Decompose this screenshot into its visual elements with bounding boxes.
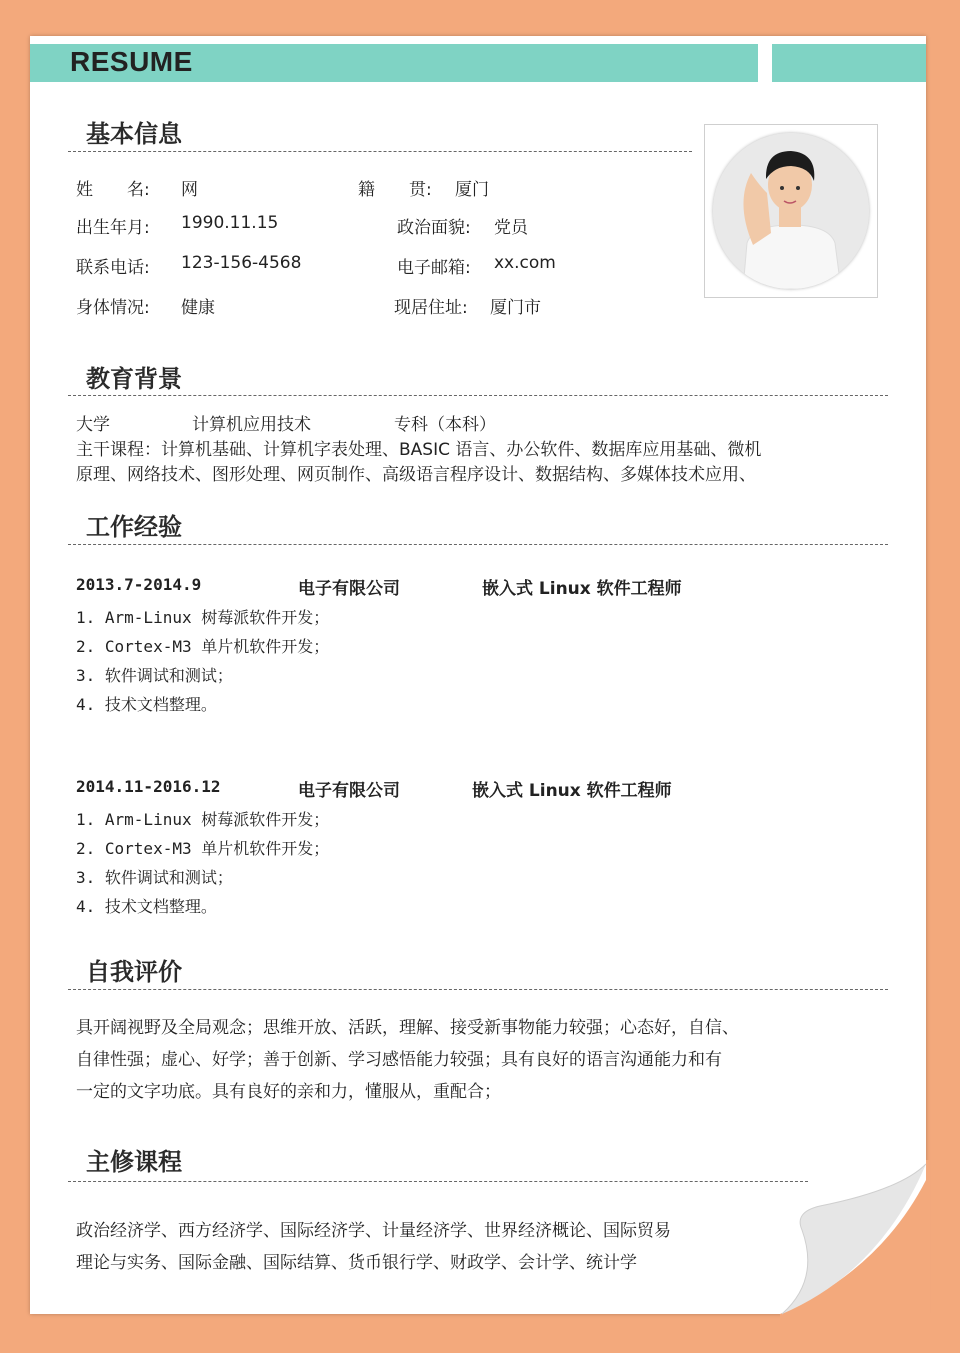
divider	[68, 151, 692, 152]
education-heading: 教育背景	[86, 365, 182, 393]
email-value: xx.com	[494, 253, 556, 273]
work-heading: 工作经验	[86, 513, 182, 541]
major-name: 计算机应用技术	[192, 415, 311, 435]
job-duty: 3. 软件调试和测试；	[76, 868, 233, 887]
origin-label: 籍 贯:	[358, 180, 432, 200]
profile-photo	[713, 133, 869, 289]
phone-value: 123-156-4568	[181, 253, 302, 273]
email-label: 电子邮箱:	[397, 258, 471, 278]
job-duty: 2. Cortex-M3 单片机软件开发；	[76, 637, 330, 656]
job-period: 2014.11-2016.12	[76, 777, 221, 796]
job-period: 2013.7-2014.9	[76, 575, 202, 594]
health-value: 健康	[181, 298, 215, 318]
job-duty: 4. 技术文档整理。	[76, 695, 217, 714]
self-eval-line: 一定的文字功底。具有良好的亲和力，懂服从，重配合；	[76, 1082, 501, 1102]
origin-value: 厦门	[455, 180, 489, 200]
courses-line: 原理、网络技术、图形处理、网页制作、高级语言程序设计、数据结构、多媒体技术应用、	[76, 465, 756, 485]
job-duty: 2. Cortex-M3 单片机软件开发；	[76, 839, 330, 858]
job-duty: 1. Arm-Linux 树莓派软件开发；	[76, 810, 330, 829]
address-label: 现居住址:	[394, 298, 468, 318]
basic-info-heading: 基本信息	[86, 120, 182, 148]
courses-heading: 主修课程	[86, 1148, 182, 1176]
page-curl-icon	[780, 1160, 930, 1320]
school-name: 大学	[76, 415, 110, 435]
job-role: 嵌入式 Linux 软件工程师	[482, 579, 682, 599]
self-eval-heading: 自我评价	[86, 958, 182, 986]
birth-label: 出生年月:	[76, 218, 150, 238]
divider	[68, 544, 888, 545]
address-value: 厦门市	[490, 298, 541, 318]
job-company: 电子有限公司	[298, 579, 400, 599]
job-duty: 1. Arm-Linux 树莓派软件开发；	[76, 608, 330, 627]
birth-value: 1990.11.15	[181, 213, 279, 233]
self-eval-line: 具开阔视野及全局观念；思维开放、活跃，理解、接受新事物能力较强；心态好，自信、	[76, 1018, 739, 1038]
job-company: 电子有限公司	[298, 781, 400, 801]
politics-label: 政治面貌:	[397, 218, 471, 238]
resume-page	[30, 36, 926, 1314]
health-label: 身体情况:	[76, 298, 150, 318]
job-role: 嵌入式 Linux 软件工程师	[472, 781, 672, 801]
name-label: 姓 名:	[76, 180, 150, 200]
header-bar-accent	[772, 44, 926, 82]
job-duty: 3. 软件调试和测试；	[76, 666, 233, 685]
name-value: 网	[181, 180, 198, 200]
divider	[68, 1181, 808, 1182]
divider	[68, 989, 888, 990]
politics-value: 党员	[494, 218, 528, 238]
phone-label: 联系电话:	[76, 258, 150, 278]
courses-line: 主干课程：计算机基础、计算机字表处理、BASIC 语言、办公软件、数据库应用基础、微机	[76, 440, 762, 460]
course-line: 政治经济学、西方经济学、国际经济学、计量经济学、世界经济概论、国际贸易	[76, 1221, 671, 1241]
job-duty: 4. 技术文档整理。	[76, 897, 217, 916]
self-eval-line: 自律性强；虚心、好学；善于创新、学习感悟能力较强；具有良好的语言沟通能力和有	[76, 1050, 722, 1070]
photo-frame	[704, 124, 878, 298]
resume-title: RESUME	[70, 46, 193, 77]
degree: 专科（本科）	[394, 415, 496, 435]
divider	[68, 395, 888, 396]
course-line: 理论与实务、国际金融、国际结算、货币银行学、财政学、会计学、统计学	[76, 1253, 637, 1273]
